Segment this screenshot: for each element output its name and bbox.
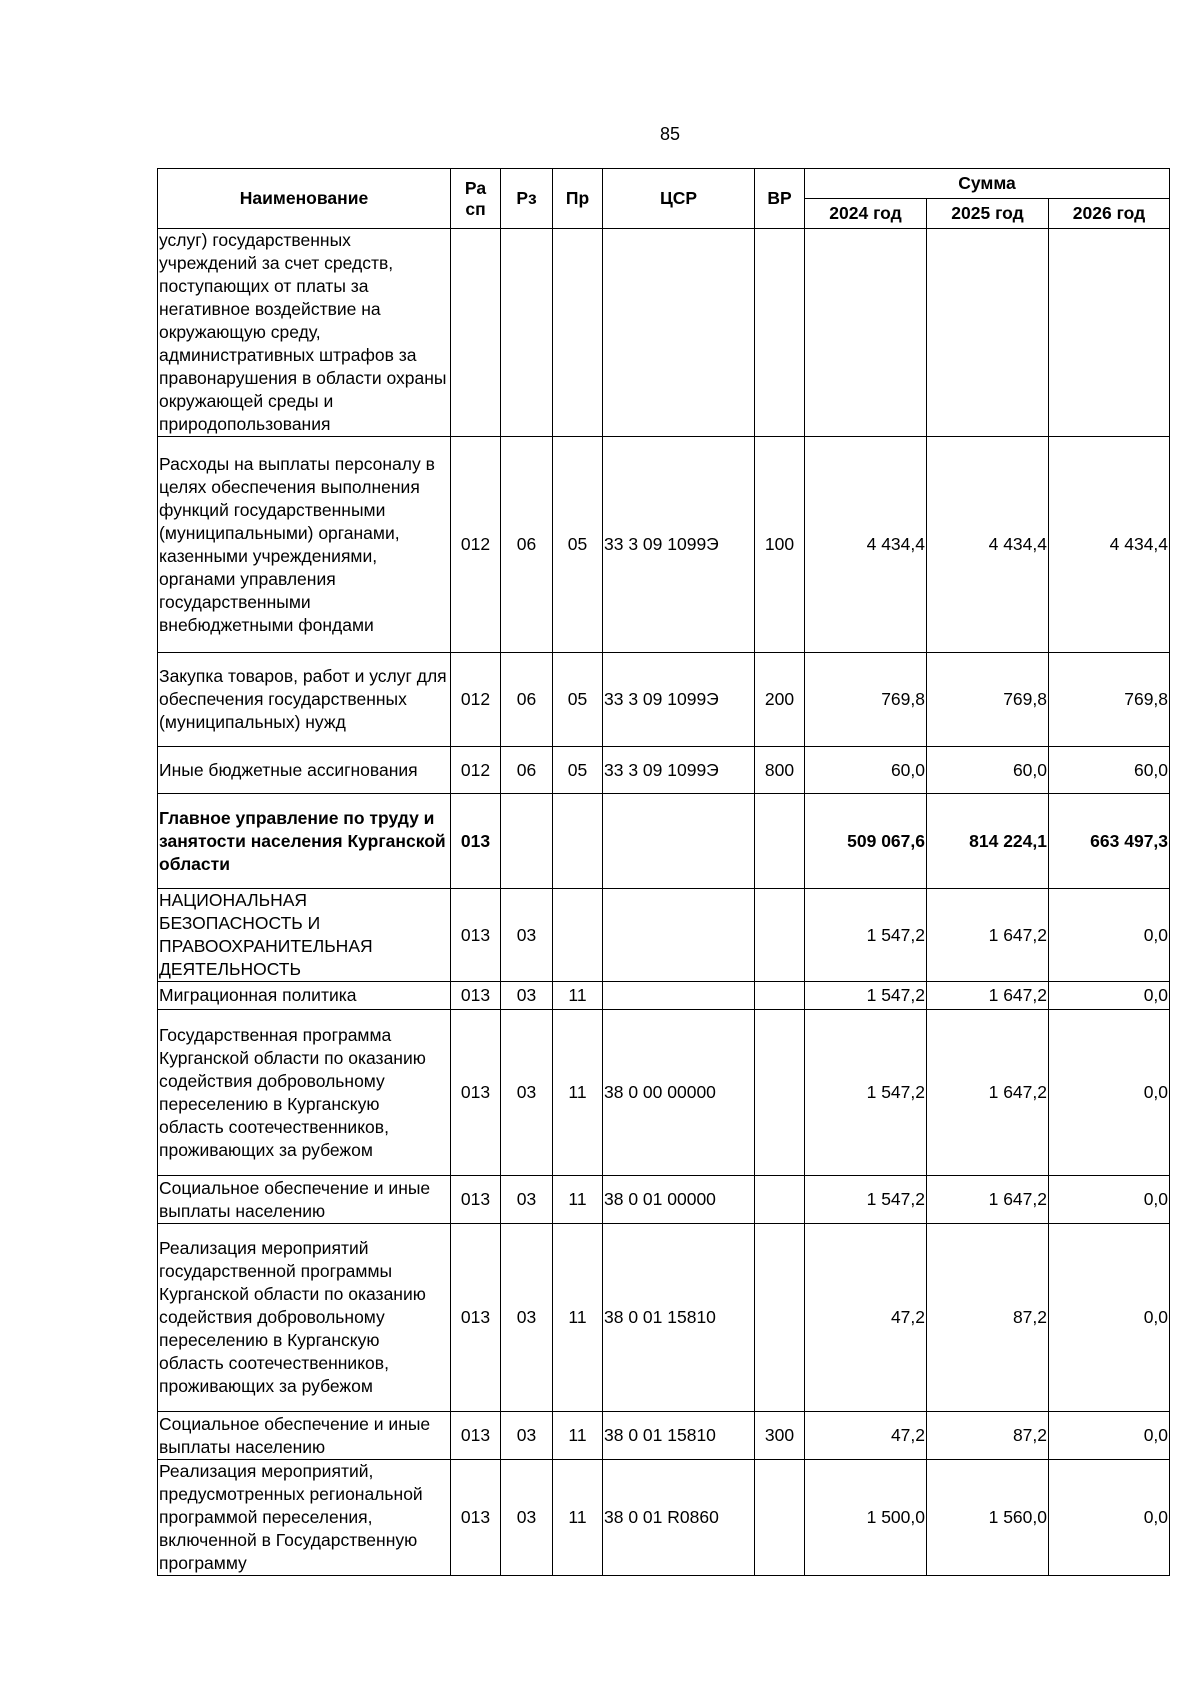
cell-csr: 33 3 09 1099Э bbox=[603, 653, 755, 747]
cell-y2026: 0,0 bbox=[1049, 889, 1170, 982]
cell-name: Миграционная политика bbox=[158, 982, 451, 1010]
cell-name: НАЦИОНАЛЬНАЯ БЕЗОПАСНОСТЬ И ПРАВООХРАНИТЕЛЬНАЯ ДЕЯТЕЛЬНОСТЬ bbox=[158, 889, 451, 982]
header-rasp-line2: сп bbox=[465, 198, 486, 219]
cell-y2026: 0,0 bbox=[1049, 1412, 1170, 1460]
table-row bbox=[158, 437, 1170, 653]
table-body bbox=[158, 229, 1170, 1576]
cell-y2024: 60,0 bbox=[805, 747, 927, 794]
cell-y2024: 769,8 bbox=[805, 653, 927, 747]
cell-name: Расходы на выплаты персоналу в целях обеспечения выполнения функций государственными (муниципальными) органами, казенными учреждениями, органами управления государственными внебюджетными фондами bbox=[158, 437, 451, 653]
cell-pr: 11 bbox=[553, 1460, 603, 1576]
cell-rasp: 013 bbox=[451, 1010, 501, 1176]
cell-y2025: 814 224,1 bbox=[927, 794, 1049, 889]
header-rasp bbox=[451, 169, 501, 229]
header-sum: Сумма bbox=[805, 169, 1170, 199]
cell-rz bbox=[501, 229, 553, 437]
cell-name: услуг) государственных учреждений за счет средств, поступающих от платы за негативное воздействие на окружающую среду, административных штрафов за правонарушения в области охраны окружающей среды и природопользования bbox=[158, 229, 451, 437]
cell-csr: 33 3 09 1099Э bbox=[603, 747, 755, 794]
table-row bbox=[158, 747, 1170, 794]
cell-rz bbox=[501, 794, 553, 889]
cell-vr bbox=[755, 1176, 805, 1224]
cell-pr: 11 bbox=[553, 1412, 603, 1460]
header-year-2024: 2024 год bbox=[805, 199, 927, 229]
cell-vr: 200 bbox=[755, 653, 805, 747]
cell-vr bbox=[755, 889, 805, 982]
cell-rz: 03 bbox=[501, 982, 553, 1010]
cell-csr bbox=[603, 889, 755, 982]
cell-name: Реализация мероприятий государственной программы Курганской области по оказанию содействия добровольному переселению в Курганскую область соотечественников, проживающих за рубежом bbox=[158, 1224, 451, 1412]
cell-pr bbox=[553, 229, 603, 437]
header-rz: Рз bbox=[501, 169, 553, 229]
cell-vr: 100 bbox=[755, 437, 805, 653]
cell-y2024: 1 547,2 bbox=[805, 1176, 927, 1224]
cell-csr bbox=[603, 982, 755, 1010]
cell-name: Закупка товаров, работ и услуг для обеспечения государственных (муниципальных) нужд bbox=[158, 653, 451, 747]
cell-rasp: 012 bbox=[451, 653, 501, 747]
cell-y2025: 60,0 bbox=[927, 747, 1049, 794]
cell-pr: 05 bbox=[553, 653, 603, 747]
cell-rasp: 013 bbox=[451, 889, 501, 982]
cell-name: Государственная программа Курганской области по оказанию содействия добровольному переселению в Курганскую область соотечественников, проживающих за рубежом bbox=[158, 1010, 451, 1176]
header-csr: ЦСР bbox=[603, 169, 755, 229]
cell-csr bbox=[603, 794, 755, 889]
cell-pr: 11 bbox=[553, 1224, 603, 1412]
cell-y2024: 47,2 bbox=[805, 1412, 927, 1460]
cell-rz: 06 bbox=[501, 437, 553, 653]
cell-csr: 38 0 01 15810 bbox=[603, 1412, 755, 1460]
table-row bbox=[158, 1176, 1170, 1224]
cell-rasp: 013 bbox=[451, 1412, 501, 1460]
cell-y2025: 1 647,2 bbox=[927, 1176, 1049, 1224]
header-rasp-line1: Ра bbox=[464, 177, 487, 198]
cell-y2025: 1 647,2 bbox=[927, 1010, 1049, 1176]
header-vr: ВР bbox=[755, 169, 805, 229]
cell-rz: 06 bbox=[501, 653, 553, 747]
header-year-2026: 2026 год bbox=[1049, 199, 1170, 229]
cell-y2024 bbox=[805, 229, 927, 437]
cell-y2025: 769,8 bbox=[927, 653, 1049, 747]
cell-y2026: 663 497,3 bbox=[1049, 794, 1170, 889]
header-pr: Пр bbox=[553, 169, 603, 229]
cell-y2026: 0,0 bbox=[1049, 1176, 1170, 1224]
cell-pr: 05 bbox=[553, 437, 603, 653]
cell-rasp: 013 bbox=[451, 1224, 501, 1412]
cell-rasp: 013 bbox=[451, 1176, 501, 1224]
cell-pr bbox=[553, 794, 603, 889]
table-row bbox=[158, 1224, 1170, 1412]
header-name: Наименование bbox=[158, 169, 451, 229]
table-row bbox=[158, 1412, 1170, 1460]
cell-vr bbox=[755, 794, 805, 889]
cell-rz: 03 bbox=[501, 889, 553, 982]
cell-y2026: 769,8 bbox=[1049, 653, 1170, 747]
cell-pr: 11 bbox=[553, 1176, 603, 1224]
cell-pr: 11 bbox=[553, 982, 603, 1010]
cell-name: Социальное обеспечение и иные выплаты населению bbox=[158, 1412, 451, 1460]
cell-y2025: 1 647,2 bbox=[927, 889, 1049, 982]
header-year-2025: 2025 год bbox=[927, 199, 1049, 229]
cell-y2026 bbox=[1049, 229, 1170, 437]
table-row bbox=[158, 1010, 1170, 1176]
cell-y2026: 0,0 bbox=[1049, 1224, 1170, 1412]
cell-rasp bbox=[451, 229, 501, 437]
cell-rz: 03 bbox=[501, 1412, 553, 1460]
cell-y2024: 47,2 bbox=[805, 1224, 927, 1412]
page-number: 85 bbox=[659, 124, 681, 144]
cell-name: Иные бюджетные ассигнования bbox=[158, 747, 451, 794]
cell-rz: 03 bbox=[501, 1010, 553, 1176]
cell-y2024: 509 067,6 bbox=[805, 794, 927, 889]
cell-y2024: 1 547,2 bbox=[805, 1010, 927, 1176]
budget-table bbox=[157, 168, 1170, 1576]
cell-csr: 38 0 01 00000 bbox=[603, 1176, 755, 1224]
cell-vr bbox=[755, 1224, 805, 1412]
cell-csr: 38 0 01 R0860 bbox=[603, 1460, 755, 1576]
cell-csr: 33 3 09 1099Э bbox=[603, 437, 755, 653]
cell-rz: 06 bbox=[501, 747, 553, 794]
cell-vr bbox=[755, 982, 805, 1010]
cell-rasp: 012 bbox=[451, 437, 501, 653]
table-row bbox=[158, 1460, 1170, 1576]
cell-y2024: 1 547,2 bbox=[805, 889, 927, 982]
cell-vr: 300 bbox=[755, 1412, 805, 1460]
cell-pr: 05 bbox=[553, 747, 603, 794]
cell-vr bbox=[755, 1460, 805, 1576]
table-row bbox=[158, 794, 1170, 889]
cell-rz: 03 bbox=[501, 1224, 553, 1412]
table-row bbox=[158, 889, 1170, 982]
cell-rasp: 013 bbox=[451, 1460, 501, 1576]
cell-pr bbox=[553, 889, 603, 982]
cell-rz: 03 bbox=[501, 1460, 553, 1576]
cell-y2026: 4 434,4 bbox=[1049, 437, 1170, 653]
cell-rasp: 013 bbox=[451, 982, 501, 1010]
cell-csr bbox=[603, 229, 755, 437]
cell-y2025 bbox=[927, 229, 1049, 437]
cell-y2024: 1 547,2 bbox=[805, 982, 927, 1010]
cell-y2025: 1 560,0 bbox=[927, 1460, 1049, 1576]
cell-pr: 11 bbox=[553, 1010, 603, 1176]
cell-y2024: 4 434,4 bbox=[805, 437, 927, 653]
table-header bbox=[158, 169, 1170, 229]
cell-y2025: 87,2 bbox=[927, 1412, 1049, 1460]
cell-rasp: 012 bbox=[451, 747, 501, 794]
cell-csr: 38 0 00 00000 bbox=[603, 1010, 755, 1176]
cell-y2025: 1 647,2 bbox=[927, 982, 1049, 1010]
cell-name: Социальное обеспечение и иные выплаты населению bbox=[158, 1176, 451, 1224]
table-row bbox=[158, 982, 1170, 1010]
cell-y2025: 4 434,4 bbox=[927, 437, 1049, 653]
cell-csr: 38 0 01 15810 bbox=[603, 1224, 755, 1412]
cell-name: Реализация мероприятий, предусмотренных региональной программой переселения, включенной в Государственную программу bbox=[158, 1460, 451, 1576]
cell-y2025: 87,2 bbox=[927, 1224, 1049, 1412]
table-row bbox=[158, 653, 1170, 747]
cell-y2026: 0,0 bbox=[1049, 982, 1170, 1010]
cell-name: Главное управление по труду и занятости населения Курганской области bbox=[158, 794, 451, 889]
cell-y2026: 60,0 bbox=[1049, 747, 1170, 794]
cell-y2026: 0,0 bbox=[1049, 1010, 1170, 1176]
cell-vr bbox=[755, 229, 805, 437]
table-row bbox=[158, 229, 1170, 437]
cell-vr: 800 bbox=[755, 747, 805, 794]
cell-y2024: 1 500,0 bbox=[805, 1460, 927, 1576]
cell-rz: 03 bbox=[501, 1176, 553, 1224]
cell-y2026: 0,0 bbox=[1049, 1460, 1170, 1576]
cell-rasp: 013 bbox=[451, 794, 501, 889]
cell-vr bbox=[755, 1010, 805, 1176]
